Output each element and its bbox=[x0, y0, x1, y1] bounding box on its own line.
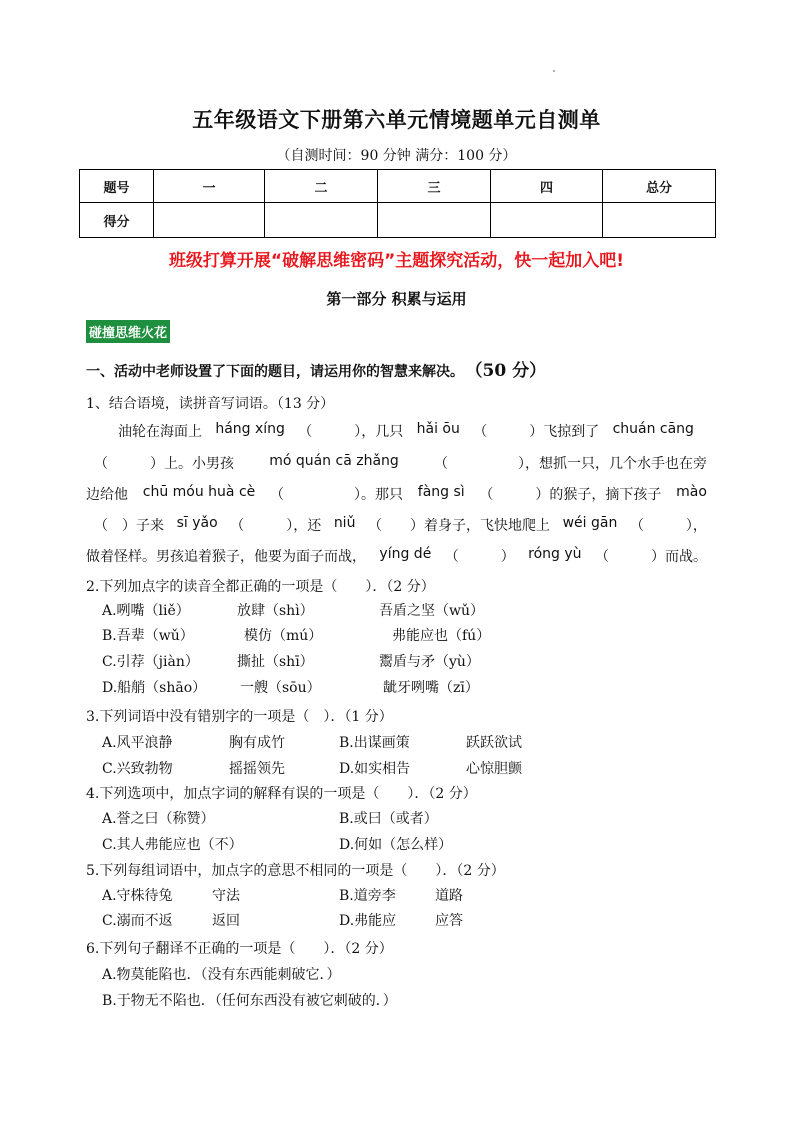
q1-pinyin: fàng sì bbox=[417, 484, 465, 500]
q1-line-2 bbox=[94, 453, 707, 473]
score-row-label: 得分 bbox=[80, 203, 154, 238]
q4-option-b[interactable]: B.或曰（或者） bbox=[339, 811, 438, 827]
page-title: 五年级语文下册第六单元情境题单元自测单 bbox=[192, 108, 601, 132]
q6-prompt: 6.下列句子翻译不正确的一项是（ ）．（2 分） bbox=[86, 941, 393, 957]
q2-option-c-2: 撕扯（shī） bbox=[237, 654, 314, 670]
q2-prompt: 2.下列加点字的读音全都正确的一项是（ ）．（2 分） bbox=[86, 579, 435, 595]
q1-line-5 bbox=[86, 546, 707, 566]
q1-blank[interactable]: （ ）着身子，飞快地爬上 bbox=[368, 518, 551, 534]
score-blank-3[interactable] bbox=[378, 203, 491, 238]
q3-option-b-2: 跃跃欲试 bbox=[466, 735, 522, 751]
q3-option-b[interactable]: B.出谋画策 bbox=[339, 735, 410, 751]
q1-pinyin: wéi gān bbox=[562, 515, 618, 531]
q5-option-b-2: 道路 bbox=[435, 888, 463, 904]
q2-option-a-1[interactable]: A.咧嘴（liě） bbox=[102, 603, 190, 619]
q4-option-c[interactable]: C.其人弗能应也（不） bbox=[102, 837, 243, 853]
q3-option-d[interactable]: D.如实相告 bbox=[339, 761, 411, 777]
q1-pinyin: mào bbox=[676, 484, 707, 500]
q5-option-a-2: 守法 bbox=[212, 888, 240, 904]
q4-prompt: 4.下列选项中，加点字词的解释有误的一项是（ ）．（2 分） bbox=[86, 786, 477, 802]
q1-line-4 bbox=[94, 515, 707, 535]
score-cell-3: 三 bbox=[378, 170, 491, 203]
q1-blank[interactable]: （ ）的猴子，摘下孩子 bbox=[479, 487, 662, 503]
q5-option-c[interactable]: C.溺而不返 bbox=[102, 913, 173, 929]
q5-option-c-2: 返回 bbox=[212, 913, 240, 929]
q1-blank[interactable]: （ ）而战。 bbox=[594, 549, 707, 565]
q1-blank[interactable]: （ ），几只 bbox=[298, 424, 404, 440]
q1-text: 边给他 bbox=[86, 487, 128, 503]
q6-option-a[interactable]: A.物莫能陷也．（没有东西能刺破它．） bbox=[102, 967, 341, 983]
section-heading-text: 一、活动中老师设置了下面的题目，请运用你的智慧来解决。 bbox=[86, 364, 464, 380]
score-blank-2[interactable] bbox=[265, 203, 378, 238]
q1-blank[interactable]: （ ）上。小男孩 bbox=[94, 456, 234, 472]
score-table-score-row bbox=[80, 203, 716, 238]
score-cell-total: 总分 bbox=[603, 170, 716, 203]
q3-option-c[interactable]: C.兴致勃物 bbox=[102, 761, 173, 777]
score-table bbox=[79, 169, 716, 238]
q2-option-a-3: 吾盾之坚（wǔ） bbox=[379, 603, 484, 619]
q2-option-b-3: 弗能应也（fú） bbox=[392, 628, 491, 644]
scan-dot bbox=[553, 70, 555, 72]
q3-prompt: 3.下列词语中没有错别字的一项是（ ）．（1 分） bbox=[86, 709, 393, 725]
section-points: （50 分） bbox=[474, 361, 547, 381]
score-blank-4[interactable] bbox=[491, 203, 603, 238]
activity-banner: 班级打算开展“破解思维密码”主题探究活动，快一起加入吧! bbox=[168, 251, 625, 271]
q3-option-d-2: 心惊胆颤 bbox=[466, 761, 522, 777]
q1-pinyin: hǎi ōu bbox=[416, 421, 460, 437]
page-subtitle: （自测时间：90 分钟 满分：100 分） bbox=[276, 148, 517, 164]
q2-option-d-3: 龇牙咧嘴（zī） bbox=[383, 680, 479, 696]
q1-pinyin: chū móu huà cè bbox=[142, 484, 256, 500]
q5-option-a[interactable]: A.守株待兔 bbox=[102, 888, 173, 904]
q1-pinyin: niǔ bbox=[333, 515, 356, 531]
q1-pinyin: yíng dé bbox=[379, 546, 432, 562]
score-blank-1[interactable] bbox=[154, 203, 265, 238]
score-blank-total[interactable] bbox=[603, 203, 716, 238]
q2-option-d-1[interactable]: D.船艄（shāo） bbox=[102, 680, 207, 696]
score-cell-label: 题号 bbox=[80, 170, 154, 203]
q3-option-a-2: 胸有成竹 bbox=[229, 735, 285, 751]
q1-text: 做着怪样。男孩追着猴子，他要为面子而战， bbox=[86, 549, 366, 565]
q4-option-a[interactable]: A.誉之曰（称赞） bbox=[102, 811, 215, 827]
q1-blank[interactable]: （ ），还 bbox=[230, 518, 322, 534]
q1-line-1 bbox=[118, 421, 694, 441]
q1-pinyin: mó quán cā zhǎng bbox=[269, 453, 399, 469]
q2-option-a-2: 放肆（shì） bbox=[237, 603, 314, 619]
q2-option-b-2: 模仿（mú） bbox=[244, 628, 323, 644]
q2-option-c-1[interactable]: C.引荐（jiàn） bbox=[102, 654, 199, 670]
q2-option-d-2: 一艘（sōu） bbox=[240, 680, 321, 696]
q3-option-a[interactable]: A.风平浪静 bbox=[102, 735, 173, 751]
q1-pinyin: sī yǎo bbox=[176, 515, 218, 531]
q4-option-d[interactable]: D.何如（怎么样） bbox=[339, 837, 453, 853]
q1-blank[interactable]: （ ）子来 bbox=[94, 518, 164, 534]
q1-blank[interactable]: （ ），想抓一只，几个水手也在旁 bbox=[433, 456, 707, 472]
q1-prompt: 1、结合语境，读拼音写词语。（13 分） bbox=[86, 396, 335, 412]
q2-option-b-1[interactable]: B.吾辈（wǔ） bbox=[102, 628, 194, 644]
section-tag: 碰撞思维火花 bbox=[86, 320, 170, 343]
q3-option-c-2: 摇摇领先 bbox=[229, 761, 285, 777]
q1-pinyin: chuán cāng bbox=[612, 421, 694, 437]
q1-blank[interactable]: （ ） bbox=[444, 549, 515, 565]
q5-option-b[interactable]: B.道旁李 bbox=[339, 888, 396, 904]
q1-text: 油轮在海面上 bbox=[118, 424, 202, 440]
q2-option-c-3: 鬻盾与矛（yù） bbox=[379, 654, 480, 670]
score-cell-2: 二 bbox=[265, 170, 378, 203]
q1-line-3 bbox=[86, 484, 707, 504]
score-cell-4: 四 bbox=[491, 170, 603, 203]
q6-option-b[interactable]: B.于物无不陷也．（任何东西没有被它刺破的．） bbox=[102, 993, 397, 1009]
q1-blank[interactable]: （ ）， bbox=[629, 518, 707, 534]
q5-option-d-2: 应答 bbox=[435, 913, 463, 929]
q1-blank[interactable]: （ ）飞掠到了 bbox=[473, 424, 600, 440]
q1-pinyin: háng xíng bbox=[215, 421, 285, 437]
q1-pinyin: róng yù bbox=[528, 546, 582, 562]
q1-blank[interactable]: （ ）。那只 bbox=[270, 487, 404, 503]
score-table-header-row bbox=[80, 170, 716, 203]
section-heading bbox=[86, 356, 546, 381]
q5-option-d[interactable]: D.弗能应 bbox=[339, 913, 397, 929]
q5-prompt: 5.下列每组词语中，加点字的意思不相同的一项是（ ）．（2 分） bbox=[86, 863, 505, 879]
part-title: 第一部分 积累与运用 bbox=[326, 290, 467, 308]
score-cell-1: 一 bbox=[154, 170, 265, 203]
